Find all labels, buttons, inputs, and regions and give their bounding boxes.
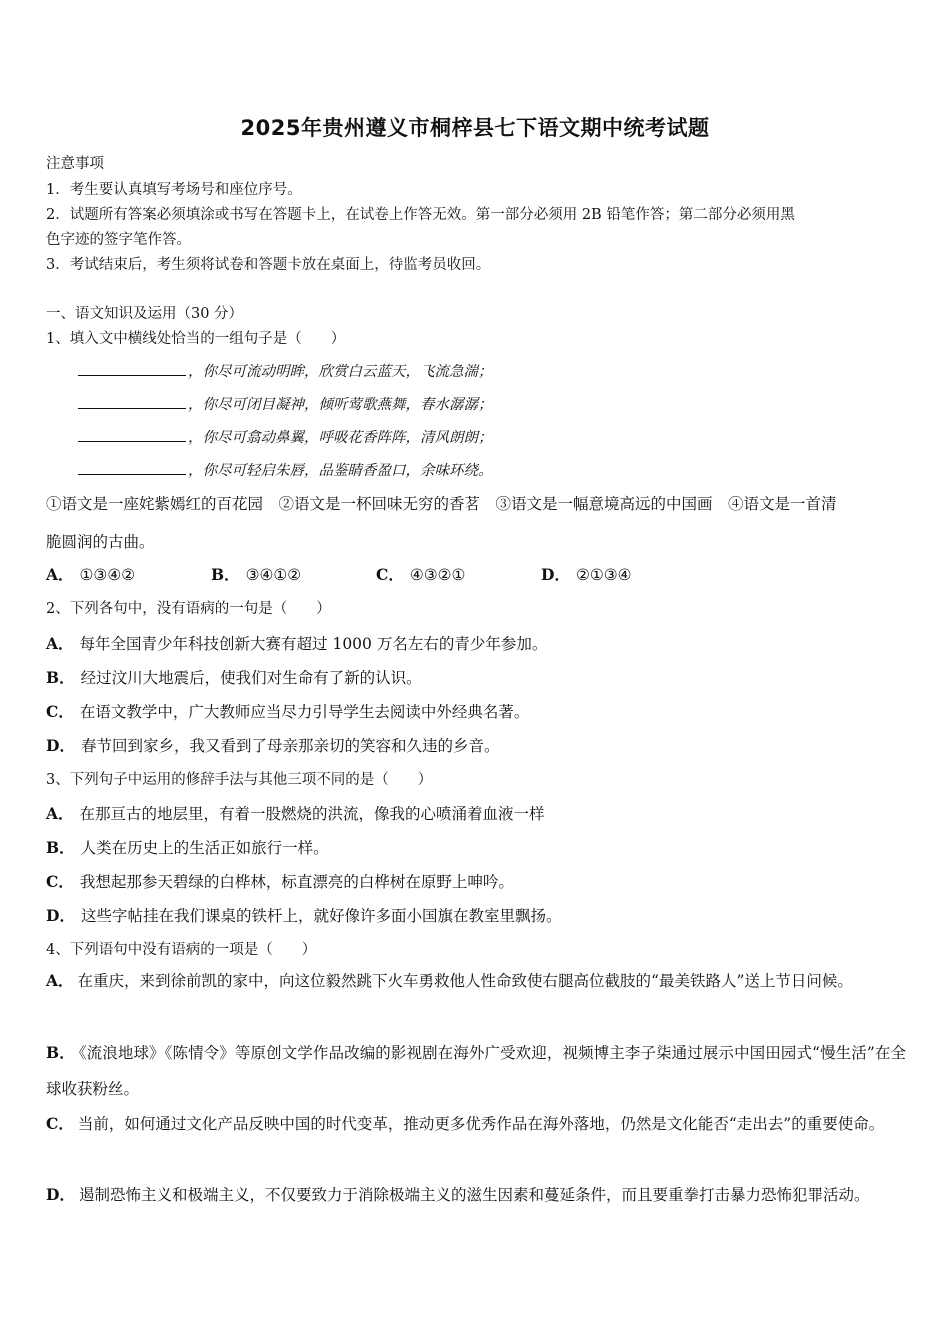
fill-line xyxy=(78,360,493,381)
blank-line xyxy=(78,363,186,376)
option-d: D． 遏制恐怖主义和极端主义，不仅要致力于消除极端主义的滋生因素和蔓延条件，而且要重拳打击暴力恐怖犯罪活动。 xyxy=(46,1185,870,1204)
notice-item: 3．考试结束后，考生须将试卷和答题卡放在桌面上，待监考员收回。 xyxy=(46,257,491,273)
question-1-stem: 1、填入文中横线处恰当的一组句子是（ ） xyxy=(46,331,346,347)
option-c: C． 在语文教学中，广大教师应当尽力引导学生去阅读中外经典名著。 xyxy=(46,702,530,721)
page-title: 2025年贵州遵义市桐梓县七下语文期中统考试题 xyxy=(240,116,710,140)
sentence-options-cont: 脆圆润的古曲。 xyxy=(46,533,155,551)
choice-c: C． ④③②① xyxy=(376,565,466,584)
choice-b: B． ③④①② xyxy=(211,565,302,584)
option-c: C． 当前，如何通过文化产品反映中国的时代变革，推动更多优秀作品在海外落地，仍然是文化能否“走出去”的重要使命。 xyxy=(46,1114,885,1133)
option-b: B． 《流浪地球》《陈情令》等原创文学作品改编的影视剧在海外广受欢迎，视频博主李子柒通过展示中国田园式“慢生活”在全球收获粉丝。 xyxy=(46,1043,906,1098)
option-d: D． 春节回到家乡，我又看到了母亲那亲切的笑容和久违的乡音。 xyxy=(46,736,500,755)
choice-d: D． ②①③④ xyxy=(541,565,632,584)
option-d: D． 这些字帖挂在我们课桌的铁杆上，就好像许多面小国旗在教室里飘扬。 xyxy=(46,906,562,925)
section-heading: 一、语文知识及运用（30 分） xyxy=(46,306,244,322)
option-a: A． 每年全国青少年科技创新大赛有超过 1000 万名左右的青少年参加。 xyxy=(46,634,548,653)
blank-line xyxy=(78,396,186,409)
fill-text: ，你尽可翕动鼻翼，呼吸花香阵阵，清风朗朗； xyxy=(188,430,493,446)
sentence-options: ①语文是一座姹紫嫣红的百花园 ②语文是一杯回味无穷的香茗 ③语文是一幅意境高远的中国画 ④语文是一首清 xyxy=(46,495,837,513)
fill-line xyxy=(78,459,493,480)
choice-a: A． ①③④② xyxy=(46,565,136,584)
question-4-stem: 4、下列语句中没有语病的一项是（ ） xyxy=(46,942,317,958)
fill-text: ，你尽可流动明眸，欣赏白云蓝天，飞流急湍； xyxy=(188,364,493,380)
fill-text: ，你尽可轻启朱唇，品鉴睛香盈口，余味环绕。 xyxy=(188,463,493,479)
option-b: B． 人类在历史上的生活正如旅行一样。 xyxy=(46,838,329,857)
blank-line xyxy=(78,462,186,475)
option-a: A． 在重庆，来到徐前凯的家中，向这位毅然跳下火车勇救他人性命致使右腿高位截肢的“最美铁路人”送上节日问候。 xyxy=(46,971,853,990)
option-c: C． 我想起那参天碧绿的白桦林，标直漂亮的白桦树在原野上呻吟。 xyxy=(46,872,514,891)
notice-item: 1．考生要认真填写考场号和座位序号。 xyxy=(46,182,302,198)
fill-line xyxy=(78,393,493,414)
fill-line xyxy=(78,426,493,447)
blank-line xyxy=(78,429,186,442)
question-3-stem: 3、下列句子中运用的修辞手法与其他三项不同的是（ ） xyxy=(46,772,433,788)
question-2-stem: 2、下列各句中，没有语病的一句是（ ） xyxy=(46,601,331,617)
notice-item: 2．试题所有答案必须填涂或书写在答题卡上，在试卷上作答无效。第一部分必须用 2B 铅笔作答；第二部分必须用黑 xyxy=(46,207,795,223)
fill-text: ，你尽可闭目凝神，倾听莺歌燕舞，春水潺潺； xyxy=(188,397,493,413)
option-a: A． 在那亘古的地层里，有着一股燃烧的洪流，像我的心喷涌着血液一样 xyxy=(46,804,545,823)
option-b: B． 经过汶川大地震后，使我们对生命有了新的认识。 xyxy=(46,668,422,687)
notice-heading: 注意事项 xyxy=(46,156,104,172)
notice-item: 色字迹的签字笔作答。 xyxy=(46,232,191,248)
